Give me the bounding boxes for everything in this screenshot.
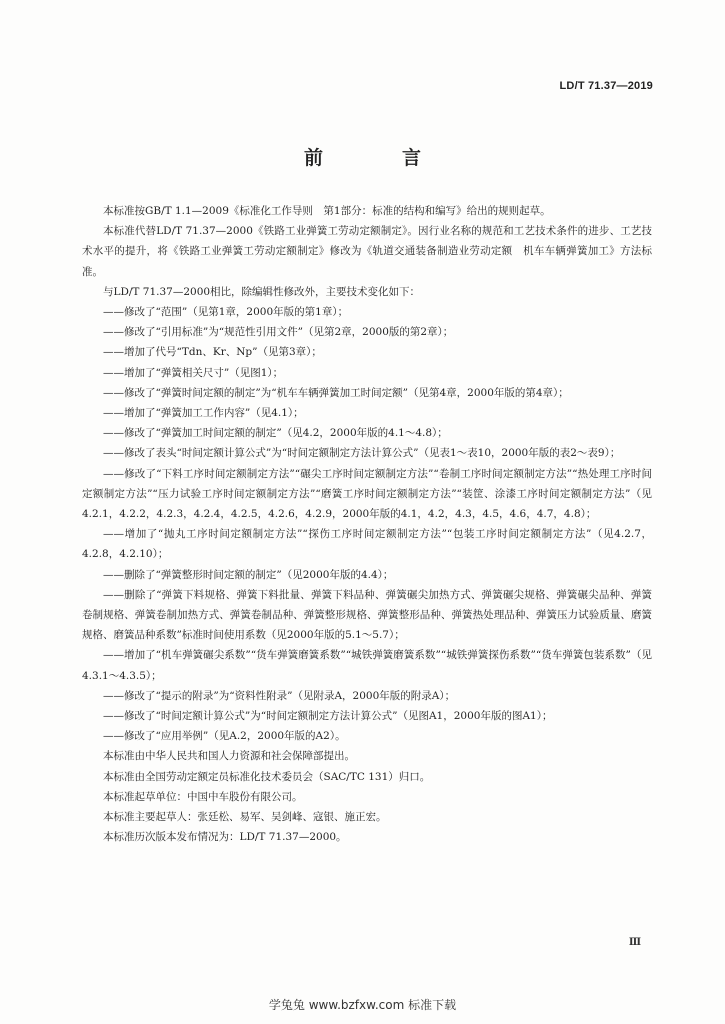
change-item: ——修改了“引用标准”为“规范性引用文件”（见第2章，2000版的第2章）；: [103, 326, 454, 339]
change-item: ——修改了“提示的附录”为“资料性附录”（见附录A，2000年版的附录A）；: [103, 689, 456, 702]
change-item: ——增加了“抛丸工序时间定额制定方法”“探伤工序时间定额制定方法”“包装工序时间定额制定方法”（见4.2.7，4.2.8，4.2.10）；: [82, 528, 652, 561]
change-item: ——修改了“应用举例”（见A.2，2000年版的A2）。: [103, 730, 346, 743]
change-item: ——增加了“弹簧加工工作内容”（见4.1）；: [103, 407, 304, 420]
paragraph-proposer: 本标准由中华人民共和国人力资源和社会保障部提出。: [103, 750, 355, 763]
change-item: ——增加了“机车弹簧碾尖系数”“货车弹簧磨簧系数”“城铁弹簧磨簧系数”“城铁弹簧探伤系数”“货车弹簧包装系数”（见4.3.1～4.3.5）；: [82, 649, 652, 682]
paragraph-changes-intro: 与LD/T 71.37—2000相比，除编辑性修改外，主要技术变化如下：: [103, 285, 421, 298]
change-item: ——删除了“弹簧整形时间定额的制定”（见2000年版的4.4）；: [103, 568, 394, 581]
change-item: ——增加了代号“Tdn、Kr、Np”（见第3章）；: [103, 346, 322, 359]
change-item: ——修改了“下料工序时间定额制定方法”“碾尖工序时间定额制定方法”“卷制工序时间定额制定方法”“热处理工序时间定额制定方法”“压力试验工序时间定额制定方法”“磨簧工序时间定额制定方法”“装筐、涂漆工序时间定额制定方法”（见4.2.1，4.2.2，4.2.3，4.2.4，4.2.5，4.2.6，4.2.9，2000年版的4.1，4.2，4.3，4.5，4.6，4.7，4.8）；: [82, 467, 652, 521]
change-item: ——修改了表头“时间定额计算公式”为“时间定额制定方法计算公式”（见表1～表10，2000年版的表2～表9）；: [103, 447, 621, 460]
paragraph-replaces: 本标准代替LD/T 71.37—2000《铁路工业弹簧工劳动定额制定》。因行业名称的规范和工艺技术条件的进步、工艺技术水平的提升，将《铁路工业弹簧工劳动定额制定》修改为《轨道交通装备制造业劳动定额 机车车辆弹簧加工》方法标准。: [82, 225, 652, 278]
change-item: ——修改了“弹簧时间定额的制定”为“机车车辆弹簧加工时间定额”（见第4章，2000年版的第4章）；: [103, 386, 569, 399]
watermark-text: 学兔兔 www.bzfxw.com 标准下载: [268, 998, 457, 1012]
change-item: ——删除了“弹簧下料规格、弹簧下料批量、弹簧下料品种、弹簧碾尖加热方式、弹簧碾尖规格、弹簧碾尖品种、弹簧卷制规格、弹簧卷制加热方式、弹簧卷制品种、弹簧整形规格、弹簧整形品种、弹簧热处理品种、弹簧压力试验质量、磨簧规格、磨簧品种系数”标准时间使用系数（见2000年版的5.1～5.7）；: [82, 588, 652, 642]
paragraph-history: 本标准历次版本发布情况为：LD/T 71.37—2000。: [103, 831, 347, 844]
paragraph-drafting-unit: 本标准起草单位：中国中车股份有限公司。: [103, 790, 303, 803]
change-item: ——增加了“弹簧相关尺寸”（见图1）；: [103, 366, 284, 379]
page-number: Ⅲ: [628, 937, 641, 948]
change-item: ——修改了“时间定额计算公式”为“时间定额制定方法计算公式”（见图A1，2000年版的图A1）；: [103, 710, 553, 723]
page-title: 前 言: [303, 147, 451, 169]
change-item: ——修改了“范围”（见第1章，2000年版的第1章）；: [103, 306, 349, 319]
change-item: ——修改了“弹簧加工时间定额的制定”（见4.2，2000年版的4.1～4.8）；: [103, 427, 448, 440]
foreword-body: [82, 201, 652, 848]
paragraph-drafters: 本标准主要起草人：张廷松、易军、吴剑峰、寇银、施正宏。: [103, 811, 387, 824]
standard-code: LD/T 71.37—2019: [559, 80, 653, 92]
paragraph-committee: 本标准由全国劳动定额定员标准化技术委员会（SAC/TC 131）归口。: [103, 770, 431, 783]
paragraph-drafting-rules: 本标准按GB/T 1.1—2009《标准化工作导则 第1部分：标准的结构和编写》给出的规则起草。: [103, 205, 551, 217]
